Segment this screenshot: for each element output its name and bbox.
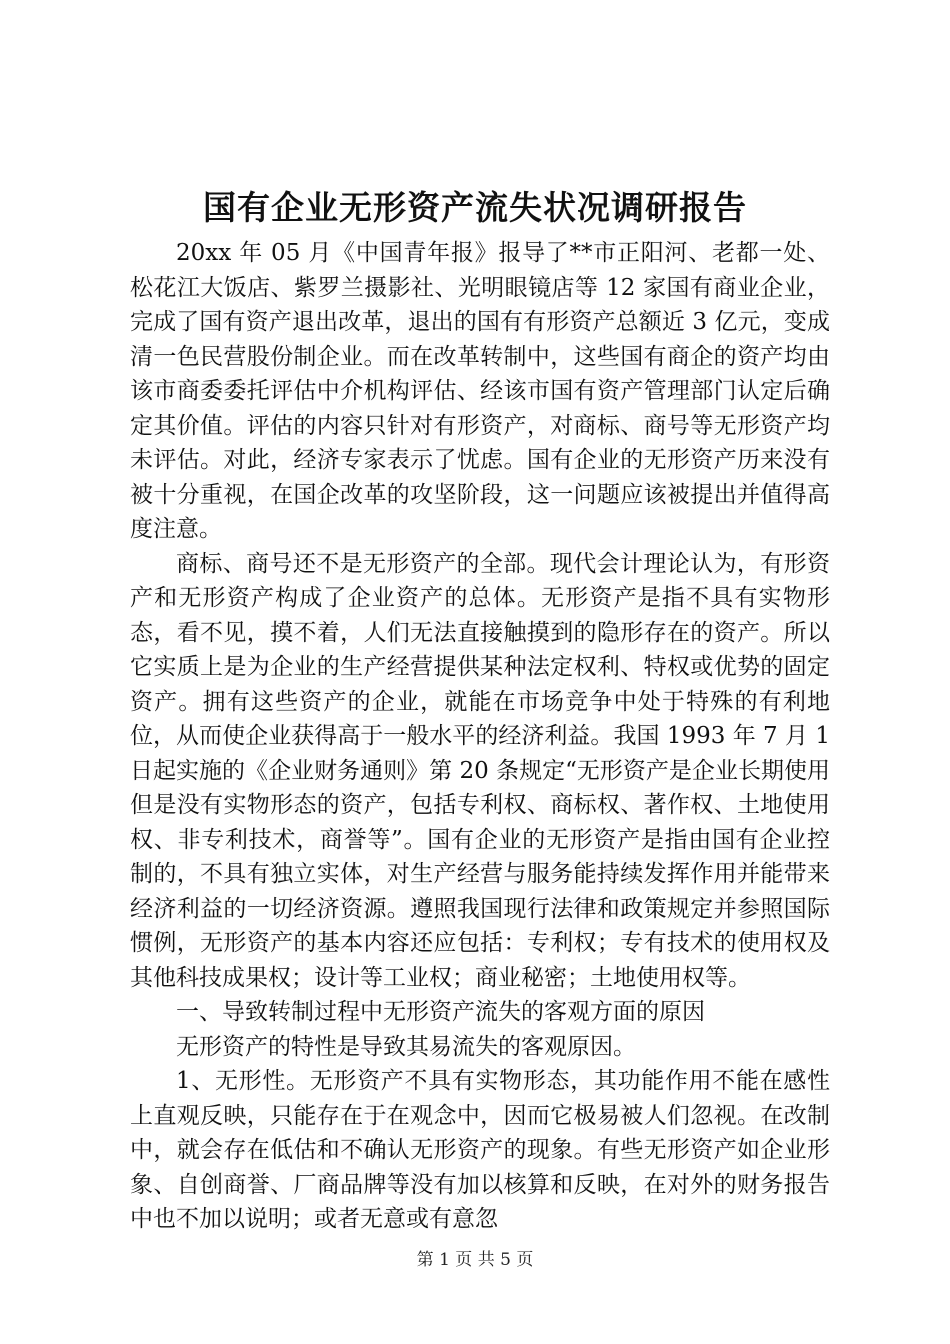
document-title: 国有企业无形资产流失状况调研报告 [203,188,747,227]
paragraph-intro: 20xx 年 05 月《中国青年报》报导了**市正阳河、老都一处、松花江大饭店、紫罗兰摄影社、光明眼镜店等 12 家国有商业企业，完成了国有资产退出改革，退出的国有有形资产总额近 3 亿元，变成清一色民营股份制企业。而在改革转制中，这些国有商企的资产均由该市商委委托评估中介机构评估、经该市国有资产管理部门认定后确定其价值。评估的内容只针对有形资产，对商标、商号等无形资产均未评估。对此，经济专家表示了忧虑。国有企业的无形资产历来没有被十分重视，在国企改革的攻坚阶段，这一问题应该被提出并值得高度注意。 [130,240,830,542]
paragraph-objective-cause-summary: 无形资产的特性是导致其易流失的客观原因。 [176,1033,636,1060]
paragraph-intangible-assets-definition: 商标、商号还不是无形资产的全部。现代会计理论认为，有形资产和无形资产构成了企业资产的总体。无形资产是指不具有实物形态，看不见，摸不着，人们无法直接触摸到的隐形存在的资产。所以它实质上是为企业的生产经营提供某种法定权利、特权或优势的固定资产。拥有这些资产的企业，就能在市场竞争中处于特殊的有利地位，从而使企业获得高于一般水平的经济利益。我国 1993 年 7 月 1 日起实施的《企业财务通则》第 20 条规定“无形资产是企业长期使用但是没有实物形态的资产，包括专利权、商标权、著作权、土地使用权、非专利技术，商誉等”。国有企业的无形资产是指由国有企业控制的，不具有独立实体，对生产经营与服务能持续发挥作用并能带来经济利益的一切经济资源。遵照我国现行法律和政策规定并参照国际惯例，无形资产的基本内容还应包括：专利权；专有技术的使用权及其他科技成果权；设计等工业权；商业秘密；土地使用权等。 [130,550,830,991]
page-footer: 第 1 页 共 5 页 [416,1250,534,1270]
paragraph-intangibility: 1、无形性。无形资产不具有实物形态，其功能作用不能在感性上直观反映，只能存在于在观念中，因而它极易被人们忽视。在改制中，就会存在低估和不确认无形资产的现象。有些无形资产如企业形象、自创商誉、厂商品牌等没有加以核算和反映，在对外的财务报告中也不加以说明；或者无意或有意忽 [130,1068,830,1232]
document-body [130,236,830,1237]
section-heading-objective-causes: 一、导致转制过程中无形资产流失的客观方面的原因 [176,999,705,1025]
